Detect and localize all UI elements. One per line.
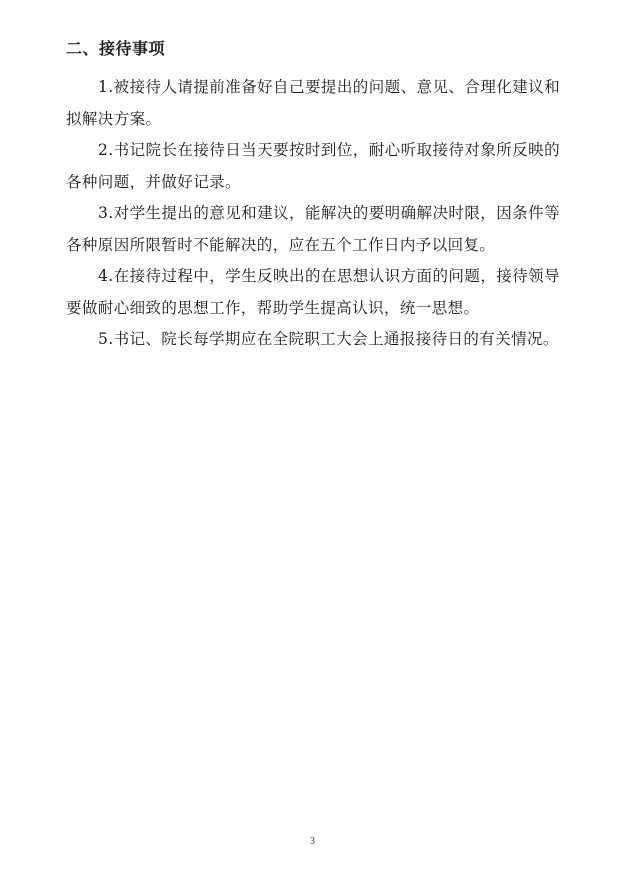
page-number: 3 — [310, 836, 315, 847]
list-item: 2.书记院长在接待日当天要按时到位，耐心听取接待对象所反映的各种问题，并做好记录。 — [66, 141, 560, 191]
list-item: 5.书记、院长每学期应在全院职工大会上通报接待日的有关情况。 — [98, 330, 559, 348]
list-item: 4.在接待过程中，学生反映出的在思想认识方面的问题，接待领导要做耐心细致的思想工作，帮助学生提高认识，统一思想。 — [66, 267, 560, 317]
document-body — [66, 38, 560, 356]
section-heading: 二、接待事项 — [66, 39, 166, 58]
list-item: 1.被接待人请提前准备好自己要提出的问题、意见、合理化建议和拟解决方案。 — [66, 78, 560, 128]
list-item: 3.对学生提出的意见和建议，能解决的要明确解决时限，因条件等各种原因所限暂时不能解决的，应在五个工作日内予以回复。 — [66, 204, 560, 254]
